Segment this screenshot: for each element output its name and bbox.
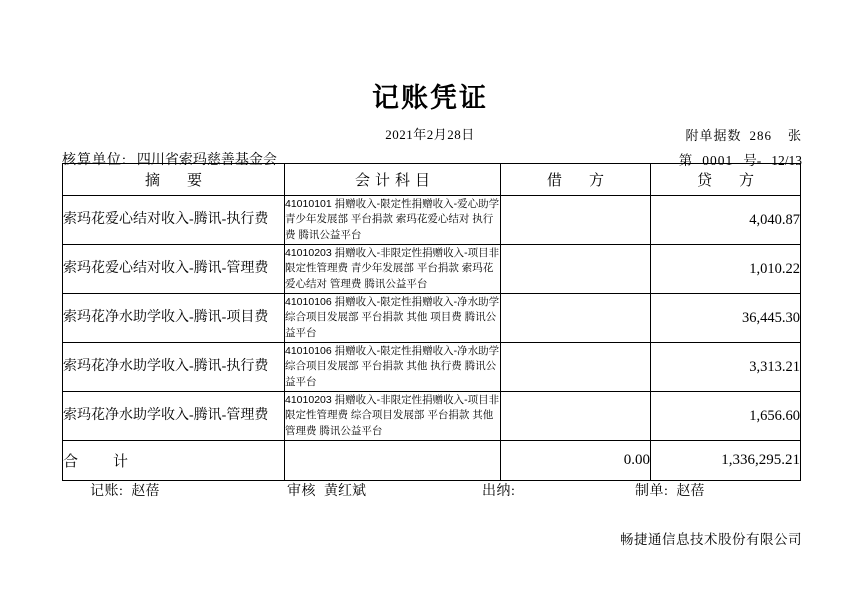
column-header-abstract: 摘 要	[63, 164, 285, 196]
accounting-unit-label: 核算单位:	[62, 153, 127, 168]
row-abstract: 索玛花净水助学收入-腾讯-项目费	[63, 294, 285, 343]
row-abstract: 索玛花净水助学收入-腾讯-执行费	[63, 343, 285, 392]
row-abstract: 索玛花净水助学收入-腾讯-管理费	[63, 392, 285, 441]
row-subject: 41010106 捐赠收入-限定性捐赠收入-净水助学 综合项目发展部 平台捐款 其他 项目费 腾讯公益平台	[285, 294, 501, 343]
row-debit	[501, 196, 651, 245]
total-debit: 0.00	[501, 441, 651, 481]
maker-label: 制单:	[635, 484, 669, 499]
table-total-row	[63, 441, 801, 481]
row-abstract: 索玛花爱心结对收入-腾讯-执行费	[63, 196, 285, 245]
row-debit	[501, 392, 651, 441]
row-debit	[501, 343, 651, 392]
total-blank-cell	[285, 441, 501, 481]
row-abstract: 索玛花爱心结对收入-腾讯-管理费	[63, 245, 285, 294]
column-header-credit: 贷 方	[651, 164, 801, 196]
serial-suffix: 号-	[743, 153, 762, 168]
voucher-date: 2021年2月28日	[385, 127, 475, 142]
table-row	[63, 392, 801, 441]
page-title: 记账凭证	[372, 83, 488, 113]
voucher-table	[62, 163, 801, 481]
row-credit: 3,313.21	[651, 343, 801, 392]
serial-page: 12/13	[771, 153, 802, 168]
serial-prefix: 第	[678, 153, 693, 168]
auditor-label: 审核	[287, 484, 316, 499]
row-subject: 41010203 捐赠收入-非限定性捐赠收入-项目非限定性管理费 综合项目发展部 平台捐款 其他 管理费 腾讯公益平台	[285, 392, 501, 441]
footer-company: 畅捷通信息技术股份有限公司	[620, 532, 802, 547]
row-subject: 41010106 捐赠收入-限定性捐赠收入-净水助学 综合项目发展部 平台捐款 其他 执行费 腾讯公益平台	[285, 343, 501, 392]
row-debit	[501, 294, 651, 343]
row-subject: 41010203 捐赠收入-非限定性捐赠收入-项目非限定性管理费 青少年发展部 平台捐款 索玛花爱心结对 管理费 腾讯公益平台	[285, 245, 501, 294]
table-header	[63, 164, 801, 196]
table-row	[63, 245, 801, 294]
attachment-unit: 张	[787, 128, 802, 143]
table-body	[63, 196, 801, 481]
table-header-row	[63, 164, 801, 196]
cashier-label: 出纳:	[482, 484, 516, 499]
maker-value: 赵蓓	[676, 484, 705, 499]
row-credit: 1,010.22	[651, 245, 801, 294]
total-credit: 1,336,295.21	[651, 441, 801, 481]
attachment-count: 286	[749, 128, 772, 143]
signature-cashier	[482, 480, 523, 500]
attachment-label: 附单据数	[685, 128, 742, 143]
attachment-info	[685, 125, 802, 144]
table-row	[63, 343, 801, 392]
row-debit	[501, 245, 651, 294]
column-header-debit: 借 方	[501, 164, 651, 196]
bookkeeper-value: 赵蓓	[131, 484, 160, 499]
signature-auditor	[287, 480, 366, 500]
total-label: 合 计	[63, 441, 285, 481]
row-credit: 1,656.60	[651, 392, 801, 441]
serial-number: 0001	[702, 153, 734, 168]
signature-bookkeeper	[90, 480, 159, 500]
accounting-unit-value: 四川省索玛慈善基金会	[136, 153, 277, 168]
row-subject: 41010101 捐赠收入-限定性捐赠收入-爱心助学 青少年发展部 平台捐款 索玛花爱心结对 执行费 腾讯公益平台	[285, 196, 501, 245]
column-header-subject: 会计科目	[285, 164, 501, 196]
bookkeeper-label: 记账:	[90, 484, 124, 499]
row-credit: 36,445.30	[651, 294, 801, 343]
auditor-value: 黄红斌	[324, 484, 366, 499]
signature-maker	[635, 480, 704, 500]
table-row	[63, 196, 801, 245]
table-row	[63, 294, 801, 343]
row-credit: 4,040.87	[651, 196, 801, 245]
